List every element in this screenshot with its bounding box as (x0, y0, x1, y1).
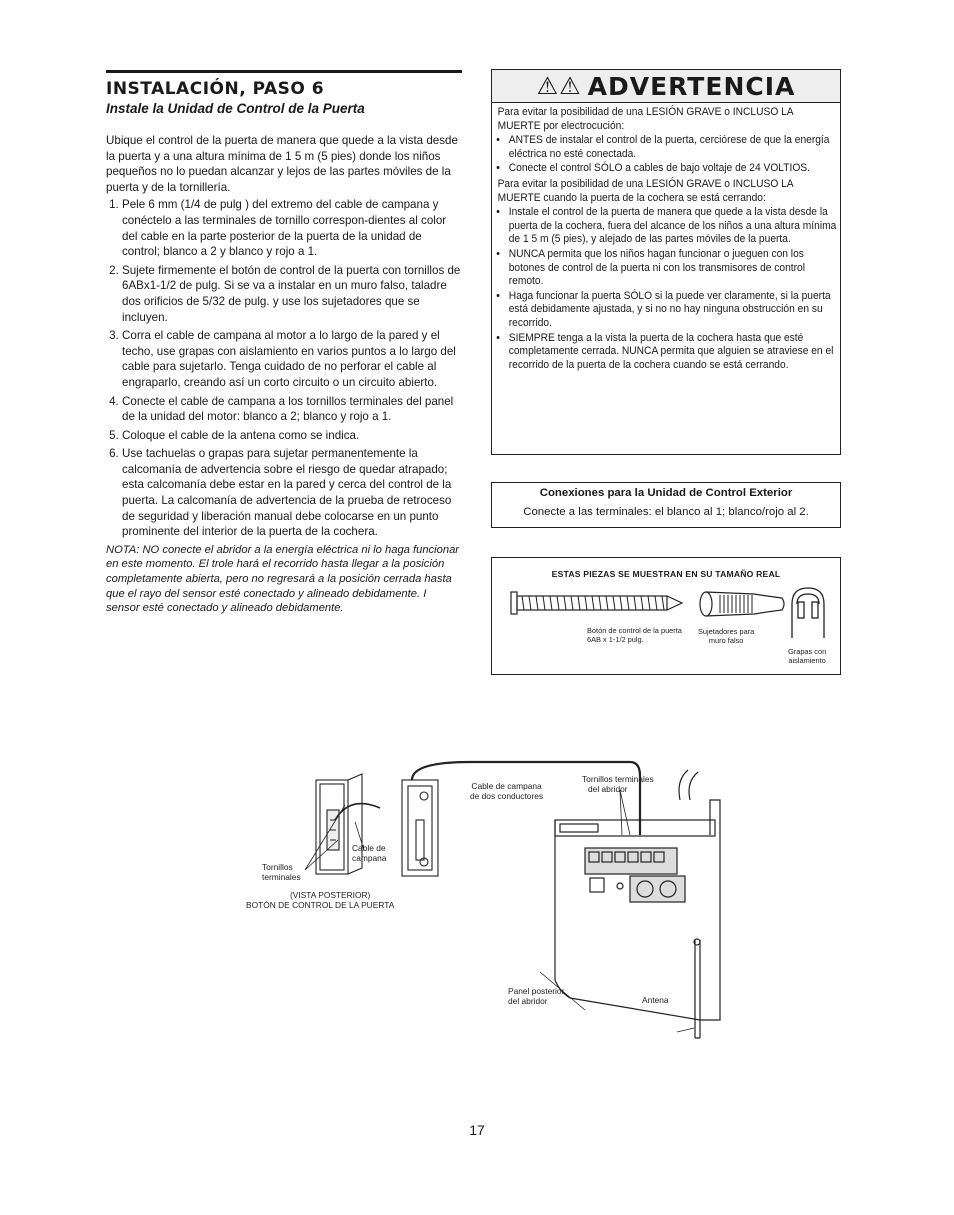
connections-box (491, 482, 841, 528)
terminal-screws-label: Tornillos terminales (262, 862, 301, 882)
step-item: 1. Pele 6 mm (1/4 de pulg ) del extremo del cable de campana y conéctelo a las terminales de tornillo correspon-dientes al color del cable en la parte posterior de la puerta de la unidad de control; blanco a 2 y blanco y rojo a 1. (122, 197, 462, 259)
opener-terminals-label: Tornillos terminales del abridor (582, 774, 654, 794)
button-caption: (VISTA POSTERIOR) BOTÓN DE CONTROL DE LA PUERTA (246, 890, 395, 910)
staple-caption: Grapas con aislamiento (788, 647, 827, 665)
warning-bullets (498, 134, 837, 176)
warning-bullet: • ANTES de instalar el control de la puerta, cerciórese de que la energía eléctrica no esté conectada. (509, 134, 837, 161)
note-text: NO conecte el abridor a la energía eléctrica ni lo haga funcionar en este momento. El trole hará el recorrido hasta llegar a la posición completamente abierta, pero no regresará a la posición cerrada hasta que el rayo del sensor esté conectado y alineado debidamente. I sensor esté conectado y alineado debidamente. (106, 543, 460, 615)
warning-body (492, 103, 843, 372)
warning-bullet: • Haga funcionar la puerta SÓLO si la puede ver claramente, si la puerta está debidamente ajustada, y si no no hay ninguna obstrucción en su recorrido. (509, 290, 837, 331)
page-number: 17 (469, 1122, 485, 1138)
bell-wire-label: Cable de campana (352, 843, 387, 863)
warning-bullet: • Conecte el control SÓLO a cables de bajo voltaje de 24 VOLTIOS. (509, 162, 837, 176)
connections-title: Conexiones para la Unidad de Control Exterior (539, 487, 793, 499)
step-item: 5. Coloque el cable de la antena como se indica. (122, 428, 462, 444)
door-control-button-icon (402, 780, 438, 876)
screw-caption: Botón de control de la puerta 6AB x 1-1/2 pulg. (587, 626, 682, 644)
anchor-caption: Sujetadores para muro falso (698, 627, 755, 645)
warning-bullet: • NUNCA permita que los niños hagan funcionar o jueguen con los botones de control de la puerta ni con los transmisores de control remoto. (509, 248, 837, 289)
warning-bullets (498, 206, 837, 372)
warning-intro: Para evitar la posibilidad de una LESIÓN GRAVE o INCLUSO LA MUERTE por electrocución: (497, 106, 794, 132)
antenna-icon (694, 939, 700, 1038)
insulated-staple-icon (792, 588, 824, 638)
step-item: 2. Sujete firmemente el botón de control de la puerta con tornillos de 6ABx1-1/2 de pulg. Si se va a instalar en un muro falso, taladre dos orificios de 5/32 de pulg. y use los sujetadores que se incluyen. (122, 263, 462, 325)
actual-size-parts-box (491, 557, 841, 675)
intro-paragraph: Ubique el control de la puerta de manera que quede a la vista desde la puerta y a una altura mínima de 1 5 m (5 pies) donde los niños pequeños no lo puedan alcanzar y lejos de las partes móviles de la puerta y de la tornillería. (106, 134, 458, 194)
warning-triangle-icon: ⚠⚠ (536, 72, 582, 100)
connections-text: Conecte a las terminales: el blanco al 1; blanco/rojo al 2. (523, 506, 809, 518)
installation-step-section (106, 70, 462, 616)
warning-bullet: • SIEMPRE tenga a la vista la puerta de la cochera hasta que esté completamente cerrada. NUNCA permita que alguien se atraviese en el recorrido de la puerta de la cochera cuando se está cerrando. (509, 332, 837, 373)
note-paragraph (106, 543, 462, 616)
warning-header (492, 70, 840, 103)
step-item: 6. Use tachuelas o grapas para sujetar permanentemente la calcomanía de advertencia sobre el riesgo de quedar atrapado; esta calcomanía debe estar en la pared y cerca del control de la puerta. La calcomanía de advertencia de la prueba de retroceso de seguridad y liberación manual debe colocarse en un punto prominente del interior de la puerta de la cochera. (122, 446, 462, 540)
bell-wire (335, 804, 380, 820)
wall-anchor-icon (700, 592, 784, 616)
step-item: 3. Corra el cable de campana al motor a lo largo de la pared y el techo, use grapas con aislamiento en varios puntos a lo largo del cable para sujetarlo. Tenga cuidado de no perforar el cable al engraparlo, creando así un corto circuito o un circuito abierto. (122, 328, 462, 390)
warning-box (491, 69, 841, 455)
warning-intro: Para evitar la posibilidad de una LESIÓN GRAVE o INCLUSO LA MUERTE cuando la puerta de la cochera se está cerrando: (497, 177, 794, 204)
step-item: 4. Conecte el cable de campana a los tornillos terminales del panel de la unidad del motor: blanco a 2; blanco y rojo a 1. (122, 394, 462, 425)
two-conductor-wire-label: Cable de campana de dos conductores (470, 781, 544, 801)
section-subtitle: Instale la Unidad de Control de la Puerta (106, 101, 365, 116)
note-label: NOTA: (106, 543, 140, 556)
warning-bullet: • Instale el control de la puerta de manera que quede a la vista desde la puerta de la cochera, fuera del alcance de los niños a una altura mínima de 1 5 m (5 pies), y alejado de las partes móviles de la puerta. (509, 206, 837, 247)
parts-title: ESTAS PIEZAS SE MUESTRAN EN SU TAMAÑO REAL (551, 569, 781, 579)
page-title: INSTALACIÓN, PASO 6 (106, 79, 325, 99)
warning-title: ADVERTENCIA (587, 71, 796, 101)
heading-rule (106, 70, 462, 73)
antenna-label: Antena (642, 995, 669, 1005)
steps-list (106, 197, 462, 539)
rear-panel-label: Panel posterior del abridor (508, 986, 565, 1006)
